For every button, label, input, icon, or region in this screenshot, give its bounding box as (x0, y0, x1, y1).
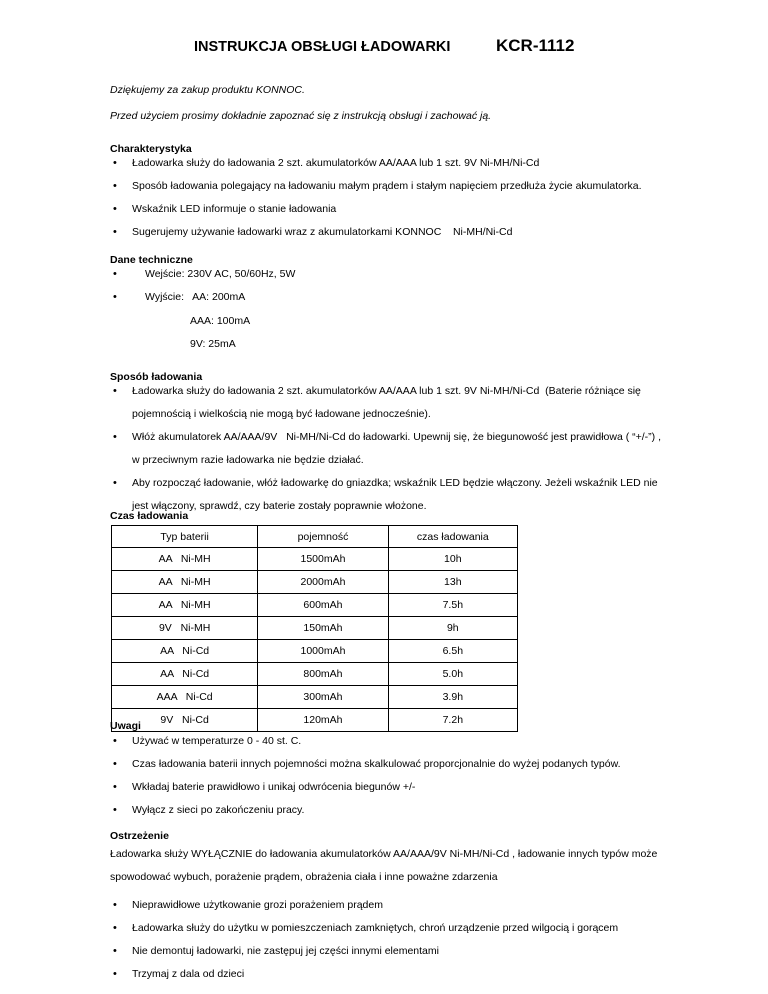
bullet-icon: • (113, 268, 117, 280)
table-row (112, 617, 518, 640)
cell-charge-time: 9h (388, 617, 517, 640)
cell-capacity: 2000mAh (258, 571, 388, 594)
bullet-icon: • (113, 291, 117, 303)
bullet-icon: • (113, 781, 117, 793)
bullet-icon: • (113, 385, 117, 397)
list-item: • Ładowarka służy do użytku w pomieszczeniach zamkniętych, chroń urządzenie przed wilgocią i gorącem (110, 917, 658, 940)
charge-table-body (112, 548, 518, 732)
bullet-icon: • (113, 431, 117, 443)
cell-capacity: 150mAh (258, 617, 388, 640)
list-item: • Używać w temperaturze 0 - 40 st. C. (110, 730, 658, 753)
section-heading-charging-method: Sposób ładowania (110, 371, 203, 383)
table-row (112, 640, 518, 663)
cell-capacity: 1000mAh (258, 640, 388, 663)
charge-time-table (111, 525, 518, 732)
intro-instruction: Przed użyciem prosimy dokładnie zapoznać się z instrukcją obsługi i zachować ją. (110, 110, 492, 122)
bullet-icon: • (113, 477, 117, 489)
bullet-icon: • (113, 899, 117, 911)
column-header-capacity: pojemność (258, 526, 388, 548)
list-item: • Nieprawidłowe użytkowanie grozi porażeniem prądem (110, 894, 658, 917)
table-row (112, 548, 518, 571)
list-item: • Wkładaj baterie prawidłowo i unikaj odwrócenia biegunów +/- (110, 776, 658, 799)
list-item: • Ładowarka służy do ładowania 2 szt. akumulatorków AA/AAA lub 1 szt. 9V Ni-MH/Ni-Cd (Baterie różniące się pojemnością i wielkością nie mogą być ładowane jednocześnie). (110, 380, 658, 426)
cell-battery-type: AA Ni-MH (112, 594, 258, 617)
bullet-icon: • (113, 735, 117, 747)
bullet-icon: • (113, 180, 117, 192)
table-header-row (112, 526, 518, 548)
bullet-icon: • (113, 758, 117, 770)
bullet-icon: • (113, 157, 117, 169)
cell-charge-time: 5.0h (388, 663, 517, 686)
cell-battery-type: AA Ni-Cd (112, 663, 258, 686)
cell-battery-type: 9V Ni-MH (112, 617, 258, 640)
section-heading-notes: Uwagi (110, 720, 141, 732)
bullet-icon: • (113, 945, 117, 957)
section-heading-charge-time: Czas ładowania (110, 510, 189, 522)
list-item: • Wejście: 230V AC, 50/60Hz, 5W (110, 263, 658, 286)
list-item: • Trzymaj z dala od dzieci (110, 963, 658, 986)
list-item: • Wyłącz z sieci po zakończeniu pracy. (110, 799, 658, 822)
cell-battery-type: AAA Ni-Cd (112, 686, 258, 709)
list-item: • Sugerujemy używanie ładowarki wraz z akumulatorkami KONNOC Ni-MH/Ni-Cd (110, 221, 658, 244)
document-title: INSTRUKCJA OBSŁUGI ŁADOWARKI (194, 39, 451, 55)
column-header-charge-time: czas ładowania (388, 526, 517, 548)
cell-charge-time: 7.5h (388, 594, 517, 617)
bullet-icon: • (113, 203, 117, 215)
list-item: • Ładowarka służy do ładowania 2 szt. akumulatorków AA/AAA lub 1 szt. 9V Ni-MH/Ni-Cd (110, 152, 658, 175)
cell-capacity: 1500mAh (258, 548, 388, 571)
section-heading-features: Charakterystyka (110, 143, 192, 155)
cell-battery-type: 9V Ni-Cd (112, 709, 258, 732)
model-number: KCR-1112 (496, 36, 575, 55)
table-row (112, 709, 518, 732)
output-9v: 9V: 25mA (190, 338, 236, 350)
bullet-icon: • (113, 804, 117, 816)
section-heading-tech: Dane techniczne (110, 254, 193, 266)
cell-charge-time: 6.5h (388, 640, 517, 663)
cell-capacity: 120mAh (258, 709, 388, 732)
cell-capacity: 300mAh (258, 686, 388, 709)
cell-charge-time: 13h (388, 571, 517, 594)
cell-battery-type: AA Ni-MH (112, 571, 258, 594)
title-row (0, 38, 768, 58)
list-item: • Wyjście: AA: 200mA (110, 286, 658, 309)
bullet-icon: • (113, 922, 117, 934)
cell-battery-type: AA Ni-MH (112, 548, 258, 571)
cell-battery-type: AA Ni-Cd (112, 640, 258, 663)
cell-charge-time: 3.9h (388, 686, 517, 709)
list-item: • Włóż akumulatorek AA/AAA/9V Ni-MH/Ni-Cd do ładowarki. Upewnij się, że biegunowość jest prawidłowa ( “+/-”) , w przeciwnym razie ładowarka nie będzie działać. (110, 426, 658, 472)
bullet-icon: • (113, 968, 117, 980)
column-header-battery-type: Typ baterii (112, 526, 258, 548)
output-aaa: AAA: 100mA (190, 315, 251, 327)
list-item: • Wskaźnik LED informuje o stanie ładowania (110, 198, 658, 221)
list-item: • Sposób ładowania polegający na ładowaniu małym prądem i stałym napięciem przedłuża życie akumulatorka. (110, 175, 658, 198)
table-row (112, 663, 518, 686)
cell-charge-time: 10h (388, 548, 517, 571)
cell-capacity: 800mAh (258, 663, 388, 686)
bullet-icon: • (113, 226, 117, 238)
table-row (112, 571, 518, 594)
list-item: • Czas ładowania baterii innych pojemności można skalkulować proporcjonalnie do wyżej podanych typów. (110, 753, 658, 776)
intro-thanks: Dziękujemy za zakup produktu KONNOC. (110, 84, 305, 96)
warning-paragraph: Ładowarka służy WYŁĄCZNIE do ładowania akumulatorków AA/AAA/9V Ni-MH/Ni-Cd , ładowanie innych typów może spowodować wybuch, porażenie prądem, obrażenia ciała i inne poważne zdarzenia (110, 848, 658, 883)
section-heading-warning: Ostrzeżenie (110, 830, 169, 842)
list-item: • Nie demontuj ładowarki, nie zastępuj jej części innymi elementami (110, 940, 658, 963)
table-row (112, 686, 518, 709)
list-item: • Aby rozpocząć ładowanie, włóż ładowarkę do gniazdka; wskaźnik LED będzie włączony. Jeżeli wskaźnik LED nie jest włączony, sprawdź, czy baterie zostały poprawnie włożone. (110, 472, 658, 518)
table-row (112, 594, 518, 617)
cell-capacity: 600mAh (258, 594, 388, 617)
cell-charge-time: 7.2h (388, 709, 517, 732)
